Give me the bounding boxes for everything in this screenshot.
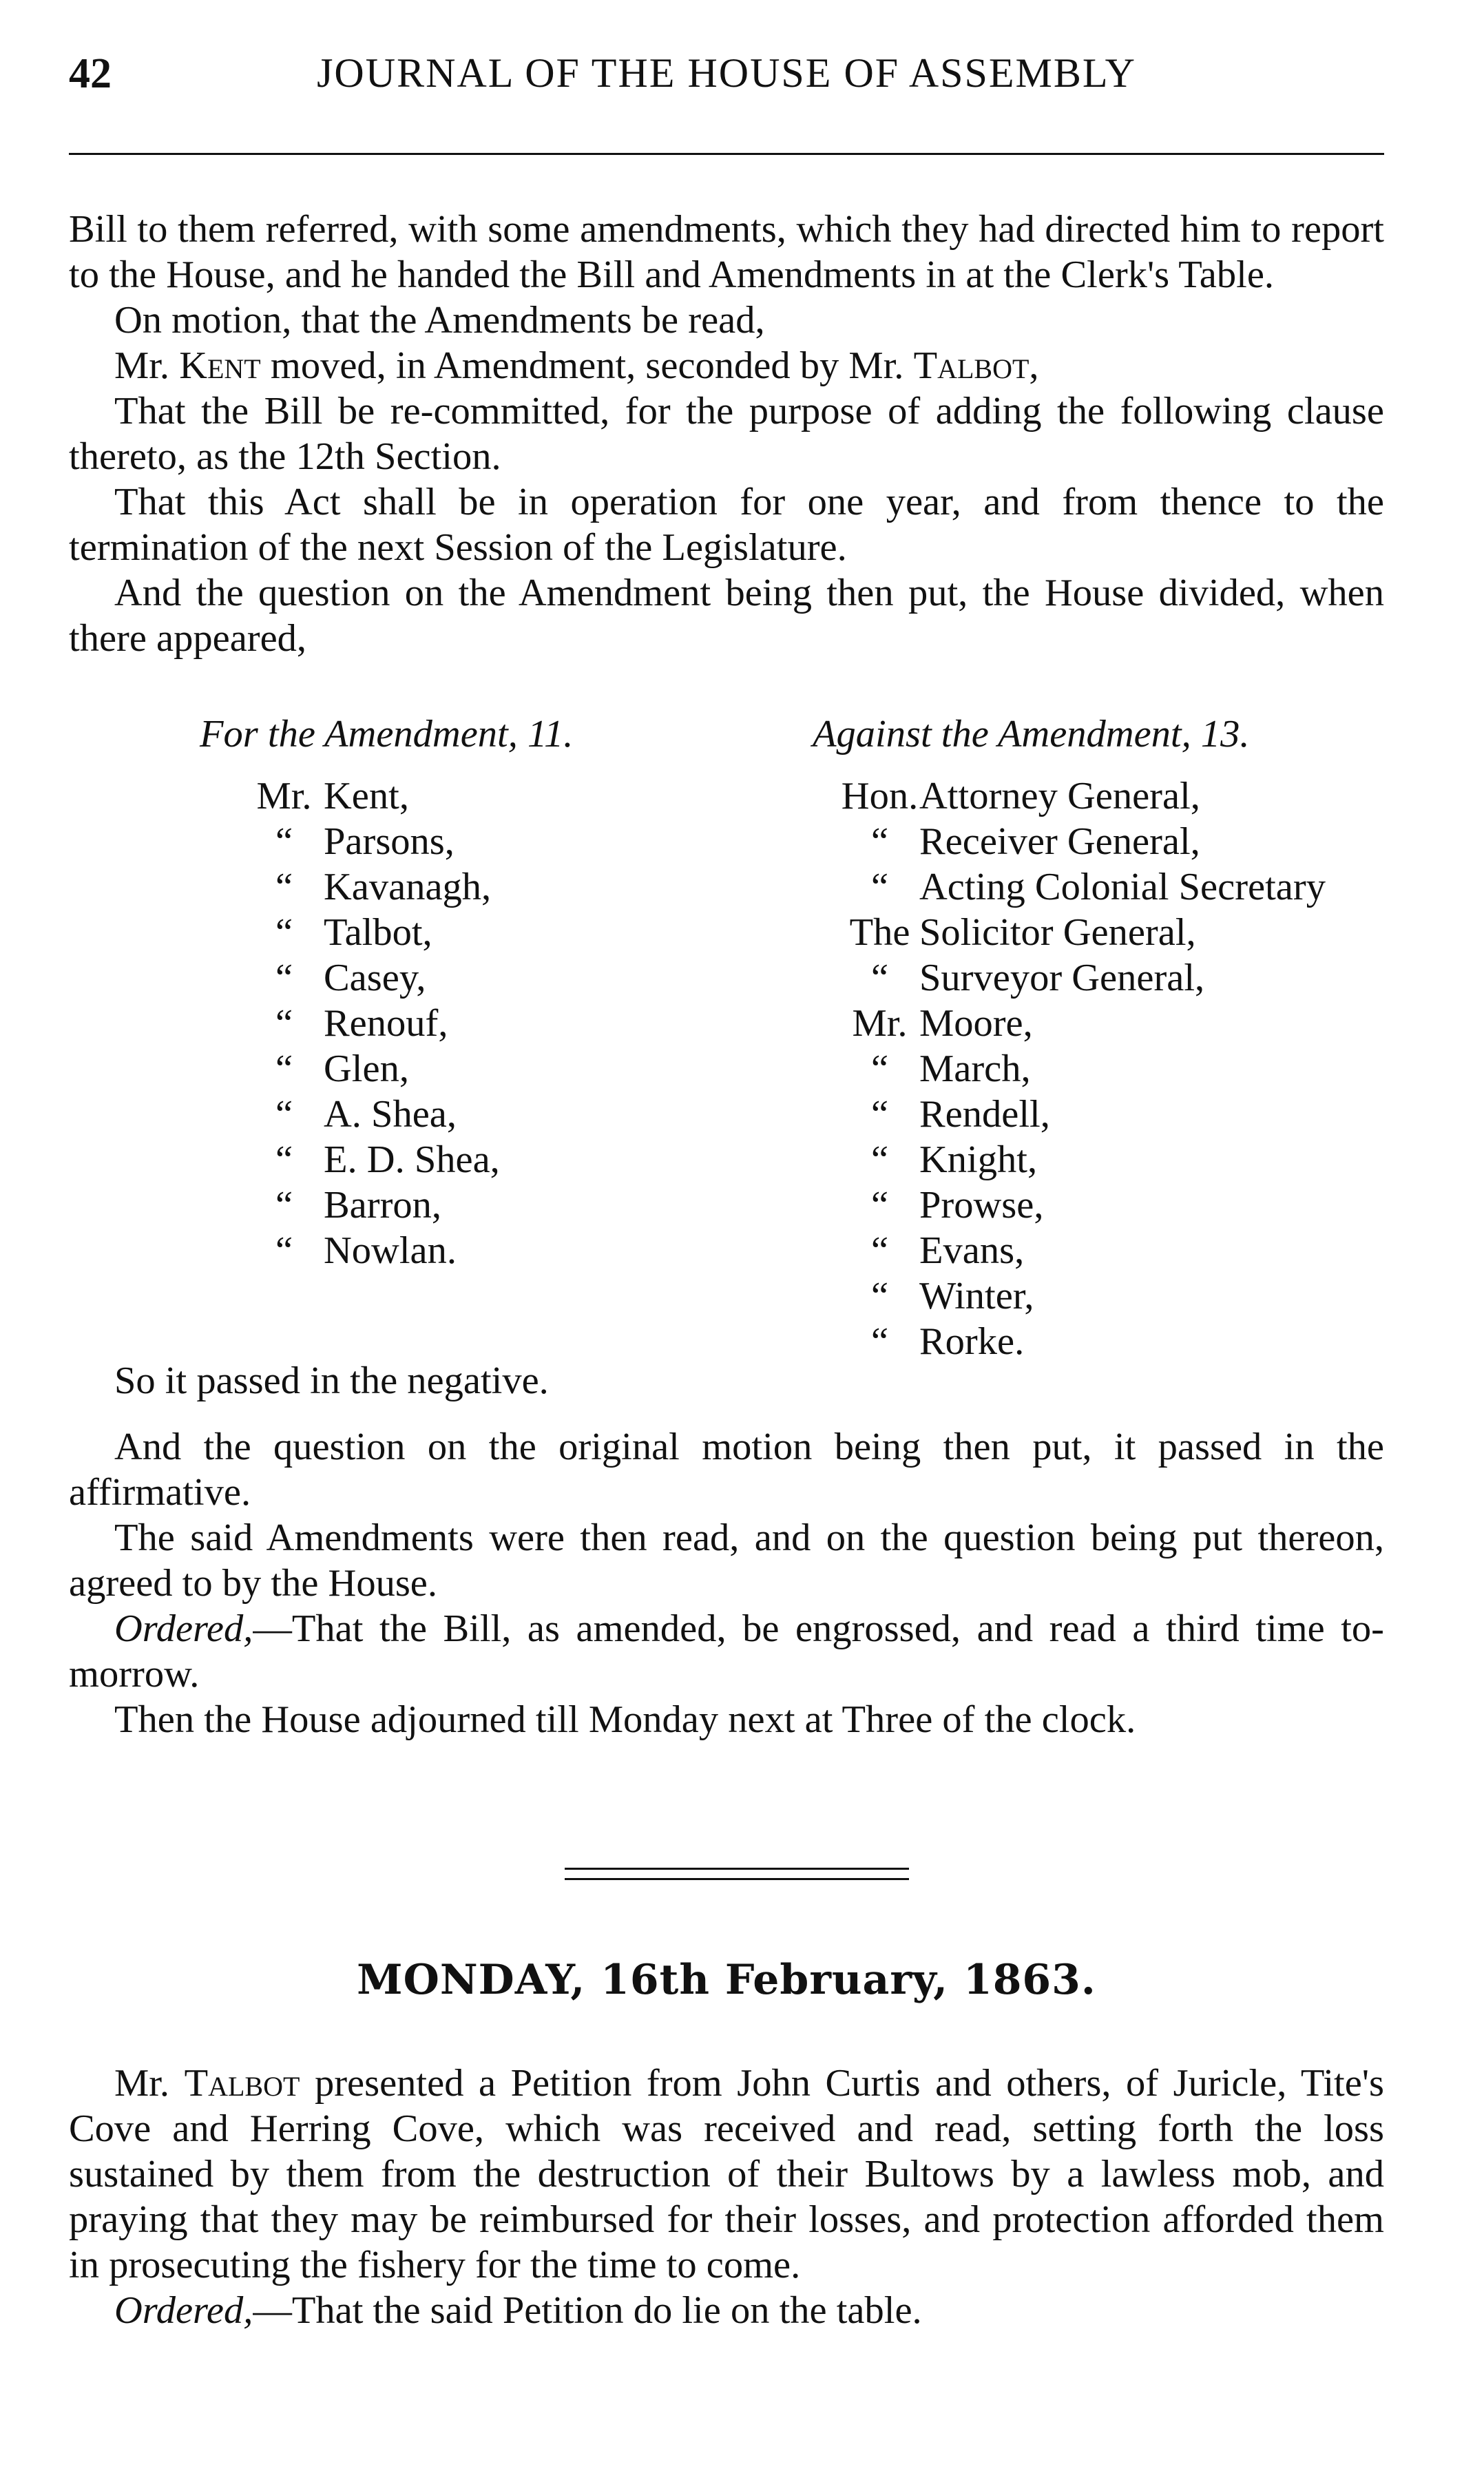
order-paragraph [69,1606,1384,1697]
page-number: 42 [69,50,112,97]
paragraph: Bill to them referred, with some amendments, which they had directed him to report to the House, and he handed the Bill and Amendments in at the Clerk's Table. [69,208,1384,296]
member-title: “ [870,1229,889,1272]
member-title: Mr. [852,1002,908,1045]
member-title: “ [870,1138,889,1181]
ordered-label: Ordered, [114,1607,253,1650]
member-name: Rorke. [919,1320,1025,1363]
member-title: “ [275,1184,293,1227]
member-entry [840,955,1326,1001]
member-title: “ [275,1047,293,1090]
member-name: Knight, [919,1138,1038,1181]
member-name: Moore, [919,1002,1033,1045]
text-run: —That the said Petition do lie on the table. [253,2289,922,2332]
member-entry [840,1046,1326,1092]
paragraph: And the question on the Amendment being then put, the House divided, when there appeared, [69,572,1384,660]
member-entry [840,1092,1326,1137]
member-title: “ [275,866,293,908]
member-entry [244,864,500,910]
member-title: Mr. [256,775,312,817]
member-title: “ [870,1275,889,1317]
member-title: Hon. [841,775,919,817]
member-name: Kavanagh, [324,866,492,908]
member-title: “ [275,1093,293,1136]
member-title: “ [275,820,293,863]
member-name: Solicitor General, [919,911,1196,954]
member-entry [244,955,500,1001]
proceedings-block-1 [69,207,1384,661]
member-entry [840,864,1326,910]
member-entry [244,819,500,864]
member-entry [840,1273,1326,1319]
member-title: “ [275,1229,293,1272]
member-entry [244,1092,500,1137]
member-title: “ [870,1184,889,1227]
member-entry [840,819,1326,864]
paragraph: Then the House adjourned till Monday next at Three of the clock. [114,1698,1136,1741]
member-entry [840,773,1326,819]
page-header [69,50,1384,112]
against-list [840,773,1326,1364]
member-name: Receiver General, [919,820,1200,863]
member-entry [840,1182,1326,1228]
member-title: “ [275,1002,293,1045]
paragraph: That this Act shall be in operation for one year, and from thence to the termination of the next Session of the Legislature. [69,481,1384,569]
member-entry [244,773,500,819]
member-entry [244,1046,500,1092]
member-name: Winter, [919,1275,1034,1317]
member-entry [244,1182,500,1228]
member-title: “ [870,1320,889,1363]
member-entry [840,1137,1326,1182]
member-name: A. Shea, [324,1093,457,1136]
member-title: The [849,911,910,954]
text-run: , [1029,344,1039,387]
member-name: Prowse, [919,1184,1044,1227]
member-name: Surveyor General, [919,957,1205,999]
member-name: March, [919,1047,1031,1090]
member-name: Barron, [324,1184,442,1227]
member-title: “ [275,957,293,999]
petition-paragraph [69,2061,1384,2288]
member-name: Rendell, [919,1093,1050,1136]
paragraph: The said Amendments were then read, and on the question being put thereon, agreed to by the House. [69,1516,1384,1605]
member-title: “ [870,1093,889,1136]
text-run: —That the Bill, as amended, be engrossed, and read a third time to-morrow. [69,1607,1384,1696]
for-heading: For the Amendment, 11. [200,713,574,755]
member-name: Evans, [919,1229,1025,1272]
running-title: JOURNAL OF THE HOUSE OF ASSEMBLY [317,50,1136,96]
text-run: Mr. [114,2062,185,2105]
member-name: Talbot [913,344,1030,387]
paragraph: On motion, that the Amendments be read, [114,299,765,342]
member-title: “ [870,866,889,908]
for-list [244,773,500,1273]
section-divider [565,1868,909,1880]
member-entry [840,910,1326,955]
header-rule [69,153,1384,155]
member-title: “ [870,957,889,999]
member-name: E. D. Shea, [324,1138,500,1181]
member-name: Kent [179,344,261,387]
member-entry [840,1001,1326,1046]
member-name: Attorney General, [919,775,1200,817]
member-entry [244,1228,500,1273]
member-name: Renouf, [324,1002,448,1045]
member-title: “ [275,1138,293,1181]
member-name: Talbot [184,2062,300,2105]
member-entry [244,1137,500,1182]
paragraph: And the question on the original motion being then put, it passed in the affirmative. [69,1426,1384,1514]
text-run: Mr. [114,344,180,387]
member-name: Casey, [324,957,426,999]
member-name: Kent, [324,775,409,817]
member-entry [244,1001,500,1046]
amendment-motion [69,343,1384,388]
against-heading: Against the Amendment, 13. [813,713,1250,755]
ordered-label: Ordered, [114,2289,253,2332]
member-name: Acting Colonial Secretary [919,866,1326,908]
member-entry [840,1228,1326,1273]
paragraph: So it passed in the negative. [114,1359,549,1402]
member-name: Parsons, [324,820,454,863]
member-name: Nowlan. [324,1229,457,1272]
proceedings-block-2 [69,1358,1384,1742]
member-name: Glen, [324,1047,409,1090]
text-run: moved, in Amendment, seconded by Mr. [260,344,914,387]
paragraph: That the Bill be re-committed, for the purpose of adding the following clause thereto, as the 12th Section. [69,390,1384,478]
text-run: presented a Petition from John Curtis and others, of Juricle, Tite's Cove and Herring Cove, which was received and read, setting forth the loss sustained by them from the destruction of their Bultows by a lawless mob, and praying that they may be reimbursed for their losses, and protection afforded them in prosecuting the fishery for the time to come. [69,2062,1385,2286]
member-name: Talbot, [324,911,432,954]
order-paragraph [69,2288,1384,2333]
division-headings [69,711,1384,757]
member-title: “ [870,1047,889,1090]
sitting-date-heading: MONDAY, 16th February, 1863. [357,1956,1096,2004]
member-title: “ [870,820,889,863]
member-title: “ [275,911,293,954]
proceedings-block-3 [69,2061,1384,2333]
member-entry [244,910,500,955]
